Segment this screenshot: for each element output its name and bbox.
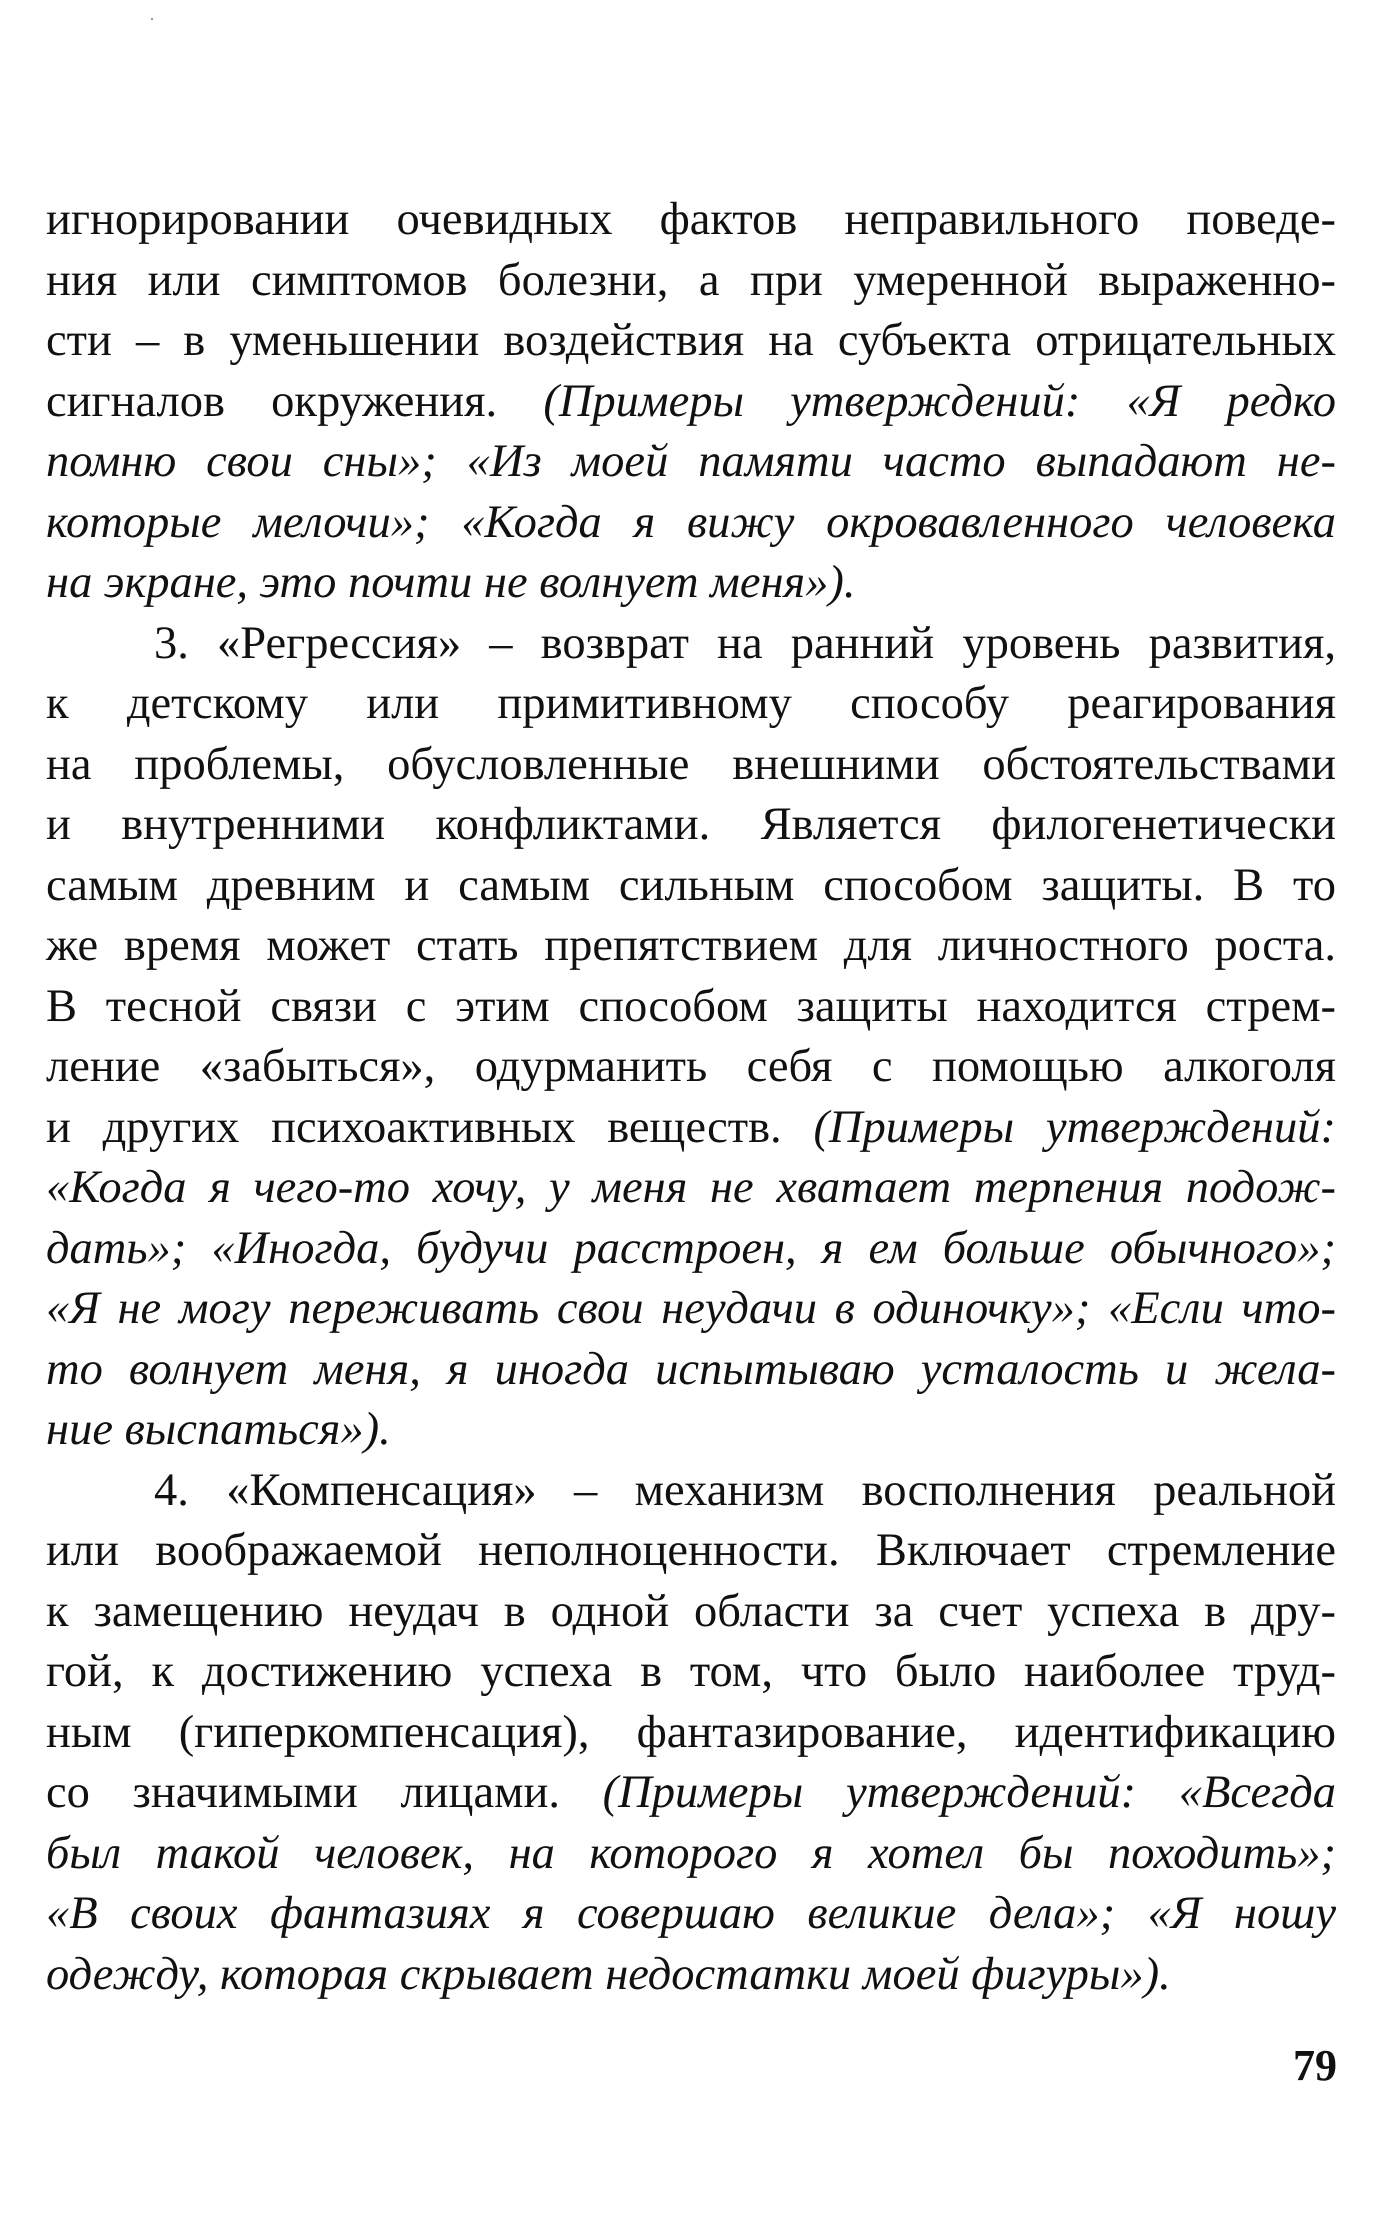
paragraph-regression-start: 3. «Регрессия» – возврат на ранний уровень развития, bbox=[154, 617, 1336, 669]
text-line: то волнует меня, я иногда испытываю усталость и жела- bbox=[46, 1343, 1336, 1395]
text-line: на экране, это почти не волнует меня»). bbox=[46, 557, 856, 608]
text-line: сти – в уменьшении воздействия на субъекта отрицательных bbox=[46, 315, 1336, 366]
text-line: гой, к достижению успеха в том, что было наиболее труд- bbox=[46, 1646, 1336, 1697]
text-line: ния или симптомов болезни, а при умеренной выраженно- bbox=[46, 254, 1336, 306]
paper-speck bbox=[151, 18, 153, 20]
text-line: же время может стать препятствием для личностного роста. bbox=[46, 920, 1336, 971]
page-number: 79 bbox=[1293, 2041, 1337, 2090]
text-line: к замещению неудач в одной области за счет успеха в дру- bbox=[46, 1585, 1336, 1637]
text-line: сигналов окружения. (Примеры утверждений: «Я редко bbox=[46, 375, 1336, 427]
text-line: ление «забыться», одурманить себя с помощью алкоголя bbox=[46, 1041, 1336, 1092]
text-line: помню свои сны»; «Из моей памяти часто выпадают не- bbox=[46, 436, 1336, 487]
text-line: ние выспаться»). bbox=[46, 1404, 391, 1455]
text-line: или воображаемой неполноценности. Включает стремление bbox=[46, 1525, 1336, 1576]
text-line: ным (гиперкомпенсация), фантазирование, идентификацию bbox=[46, 1706, 1336, 1758]
text-line: со значимыми лицами. (Примеры утверждений: «Всегда bbox=[46, 1767, 1336, 1818]
text-line: которые мелочи»; «Когда я вижу окровавленного человека bbox=[46, 496, 1336, 548]
text-line: самым древним и самым сильным способом защиты. В то bbox=[46, 859, 1336, 911]
text-line: к детскому или примитивному способу реагирования bbox=[46, 678, 1336, 729]
text-line: одежду, которая скрывает недостатки моей фигуры»). bbox=[46, 1948, 1171, 2000]
text-line: на проблемы, обусловленные внешними обстоятельствами bbox=[46, 738, 1336, 790]
text-line: дать»; «Иногда, будучи расстроен, я ем больше обычного»; bbox=[46, 1222, 1336, 1274]
paragraph-compensation-start: 4. «Компенсация» – механизм восполнения реальной bbox=[154, 1464, 1336, 1516]
body-text bbox=[46, 190, 1336, 2005]
text-line: был такой человек, на которого я хотел бы походить»; bbox=[46, 1827, 1336, 1879]
text-line: и других психоактивных веществ. (Примеры утверждений: bbox=[46, 1101, 1336, 1153]
text-line: В тесной связи с этим способом защиты находится стрем- bbox=[46, 980, 1336, 1032]
text-line: «В своих фантазиях я совершаю великие дела»; «Я ношу bbox=[46, 1888, 1336, 1939]
text-line: и внутренними конфликтами. Является филогенетически bbox=[46, 799, 1336, 850]
text-line: игнорировании очевидных фактов неправильного поведе- bbox=[46, 194, 1336, 245]
text-line: «Когда я чего-то хочу, у меня не хватает терпения подож- bbox=[46, 1162, 1336, 1213]
text-line: «Я не могу переживать свои неудачи в одиночку»; «Если что- bbox=[46, 1283, 1336, 1334]
